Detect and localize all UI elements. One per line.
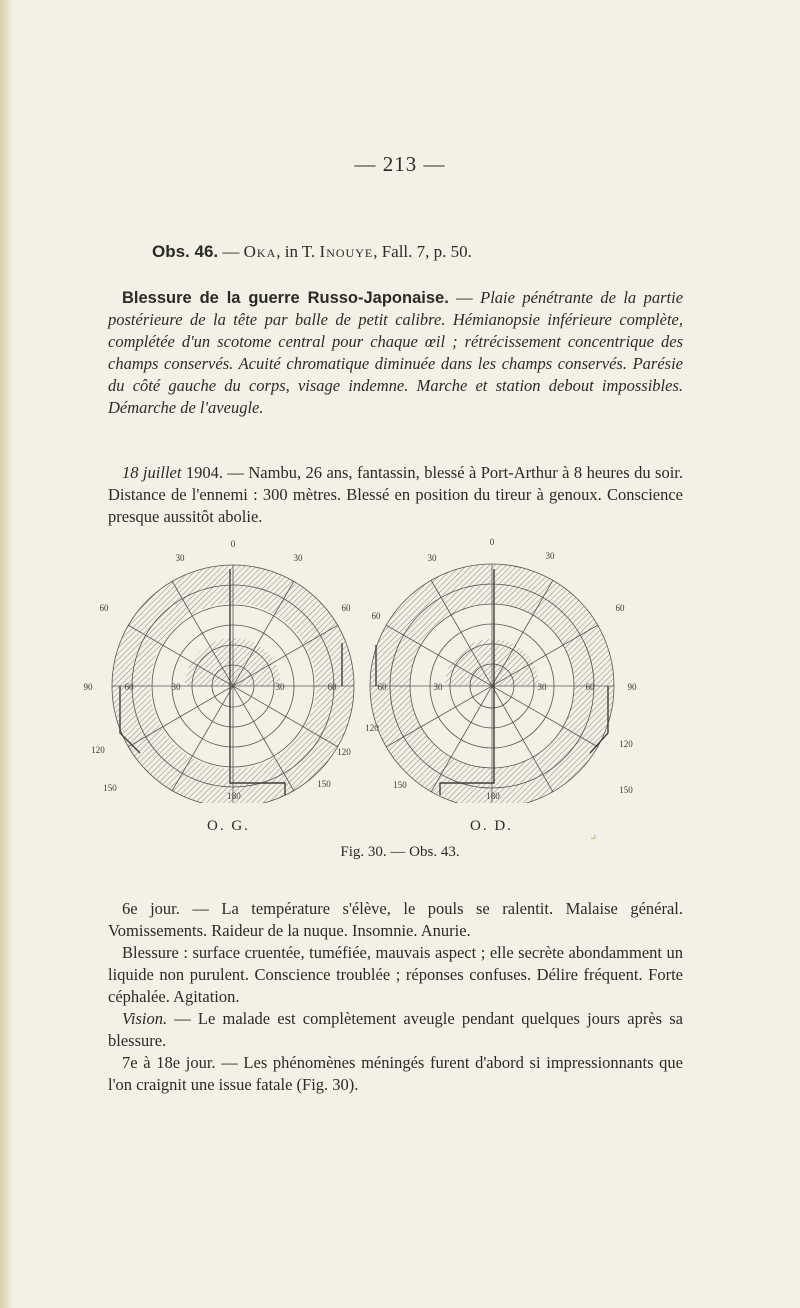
svg-text:30: 30: [275, 682, 285, 692]
figure-caption: Fig. 30. — Obs. 43.: [340, 844, 460, 860]
observation-label: Obs. 46.: [152, 242, 219, 261]
source-prefix: —: [222, 242, 244, 261]
svg-text:60: 60: [377, 682, 387, 692]
visual-field-charts: [80, 533, 720, 803]
svg-text:90: 90: [83, 682, 93, 692]
paragraph-vision: [108, 1008, 683, 1052]
author2-name: Inouye: [319, 242, 374, 261]
svg-text:60: 60: [615, 603, 625, 613]
svg-text:60: 60: [124, 682, 134, 692]
svg-text:30: 30: [433, 682, 443, 692]
svg-text:120: 120: [337, 747, 351, 757]
paragraph-wound: [108, 942, 683, 1008]
source-reference: , Fall. 7, p. 50.: [373, 242, 472, 261]
summary-dash: —: [448, 288, 481, 307]
source-mid: , in T.: [276, 242, 320, 261]
paragraph-text: — Le malade est complètement aveugle pendant quelques jours après sa blessure.: [108, 1009, 683, 1050]
svg-text:120: 120: [619, 739, 633, 749]
case-summary: [108, 287, 683, 419]
case-intro: [108, 462, 683, 528]
paragraph-days7-18: [108, 1052, 683, 1096]
svg-text:60: 60: [585, 682, 595, 692]
svg-text:30: 30: [545, 551, 555, 561]
svg-text:60: 60: [341, 603, 351, 613]
svg-text:90: 90: [627, 682, 637, 692]
right-eye-chart: [365, 537, 637, 803]
svg-text:0: 0: [489, 537, 495, 547]
svg-text:30: 30: [293, 553, 303, 563]
svg-text:120: 120: [91, 745, 105, 755]
intro-date: 18 juillet: [122, 463, 182, 482]
summary-title: Blessure de la guerre Russo-Japonaise.: [122, 289, 449, 307]
paragraph-text: Blessure : surface cruentée, tuméfiée, mauvais aspect ; elle secrète abondamment un liquide non purulent. Conscience troublée ; réponses confuses. Délire fréquent. Forte céphalée. Agitation.: [108, 943, 683, 1006]
svg-text:30: 30: [175, 553, 185, 563]
svg-text:150: 150: [103, 783, 117, 793]
visual-field-figure: [80, 533, 720, 803]
observation-header: [152, 242, 472, 262]
svg-text:150: 150: [619, 785, 633, 795]
page-number: — 213 —: [354, 152, 446, 176]
paragraph-text: — La température s'élève, le pouls se ralentit. Malaise général. Vomissements. Raideur de la nuque. Insomnie. Anurie.: [108, 899, 683, 940]
left-eye-label: O. G.: [207, 818, 250, 834]
paragraph-lead: 7e à 18e jour.: [122, 1053, 216, 1072]
paragraph-lead: Vision.: [122, 1009, 168, 1028]
svg-text:120: 120: [365, 723, 379, 733]
svg-text:150: 150: [393, 780, 407, 790]
svg-text:60: 60: [371, 611, 381, 621]
page-edge: [0, 0, 14, 1308]
left-eye-chart: [84, 539, 355, 803]
printing-mark: ⌟: [590, 827, 597, 842]
paragraph-day6: [108, 898, 683, 942]
svg-text:30: 30: [171, 682, 181, 692]
svg-text:150: 150: [317, 779, 331, 789]
paragraph-lead: 6e jour.: [122, 899, 180, 918]
svg-text:30: 30: [537, 682, 547, 692]
svg-text:60: 60: [99, 603, 109, 613]
case-body: [108, 898, 683, 1096]
paragraph-text: — Les phénomènes méningés furent d'abord si impressionnants que l'on craignit une issue fatale (Fig. 30).: [108, 1053, 683, 1094]
intro-text: 1904. — Nambu, 26 ans, fantassin, blessé à Port-Arthur à 8 heures du soir. Distance de l'ennemi : 300 mètres. Blessé en position du tireur à genoux. Conscience presque aussitôt abolie.: [108, 463, 683, 526]
svg-text:180: 180: [227, 791, 241, 801]
svg-text:30: 30: [427, 553, 437, 563]
svg-text:180: 180: [486, 791, 500, 801]
author-name: Oka: [243, 242, 277, 261]
right-eye-label: O. D.: [470, 818, 513, 834]
summary-text: Plaie pénétrante de la partie postérieure de la tête par balle de petit calibre. Hémianopsie inférieure complète, complétée d'un scotome central pour chaque œil ; rétrécissement concentrique des champs conservés. Acuité chromatique diminuée dans les champs conservés. Parésie du côté gauche du corps, visage indemne. Marche et station debout impossibles. Démarche de l'aveugle.: [108, 288, 684, 417]
svg-text:60: 60: [327, 682, 337, 692]
svg-text:0: 0: [230, 539, 236, 549]
